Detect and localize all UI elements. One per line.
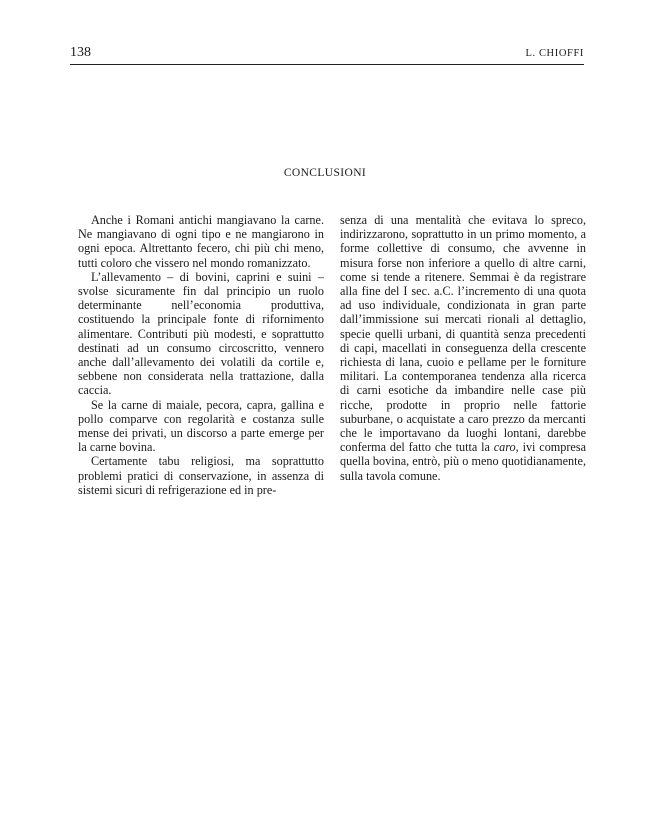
left-column [78, 213, 324, 497]
page-number: 138 [70, 45, 91, 60]
section-title: CONCLUSIONI [283, 167, 367, 179]
paragraph: Certamente tabu religiosi, ma soprattutto problemi pratici di conservazione, in assenza di sistemi sicuri di refrigerazione ed in pre- [78, 454, 324, 497]
italic-term: caro [493, 440, 516, 455]
paragraph-text: senza di una mentalità che evitava lo spreco, indirizzarono, soprattutto in un primo momento, a forme collettive di consumo, che avvenne in misura forse non inferiore a quello di altre carni, come si tende a ritenere. Semmai è da registrare alla fine del I sec. a.C. l’incremento di una quota ad uso individuale, condizionata in gran parte dall’immissione sui mercati rionali al dettaglio, specie quelli urbani, di quantità senza precedenti di capi, macellati in conseguenza della crescente richiesta di lana, cuoio e pellame per le forniture militari. La contemporanea tendenza alla ricerca di carni esotiche da imbandire nelle case più ricche, prodotte in proprio nelle fattorie suburbane, o acquistate a caro prezzo da mercanti che le importavano da luoghi lontani, darebbe conferma del fatto che tutta la [340, 213, 586, 455]
page-header [70, 44, 584, 65]
paragraph [340, 213, 586, 483]
running-head-author: L. CHIOFFI [525, 48, 584, 59]
paragraph: L’allevamento – di bovini, caprini e suini – svolse sicuramente fin dal principio un ruolo determinante nell’economia produttiva, costituendo la principale fonte di rifornimento alimentare. Contributi più modesti, e soprattutto destinati ad un consumo circoscritto, vennero anche dall’allevamento dei volatili da cortile e, sebbene non considerata nella trattazione, dalla caccia. [78, 269, 324, 398]
right-column [340, 213, 586, 483]
paragraph: Anche i Romani antichi mangiavano la carne. Ne mangiavano di ogni tipo e ne mangiarono in ogni epoca. Altrettanto fecero, chi più chi meno, tutti coloro che vissero nel mondo romanizzato. [78, 213, 324, 270]
paragraph-text-end: , ivi compresa quella bovina, entrò, più o meno quotidianamente, sulla tavola comune. [340, 440, 586, 483]
paragraph: Se la carne di maiale, pecora, capra, gallina e pollo comparve con regolarità e costanza sulle mense dei privati, un discorso a parte emerge per la carne bovina. [78, 397, 324, 455]
